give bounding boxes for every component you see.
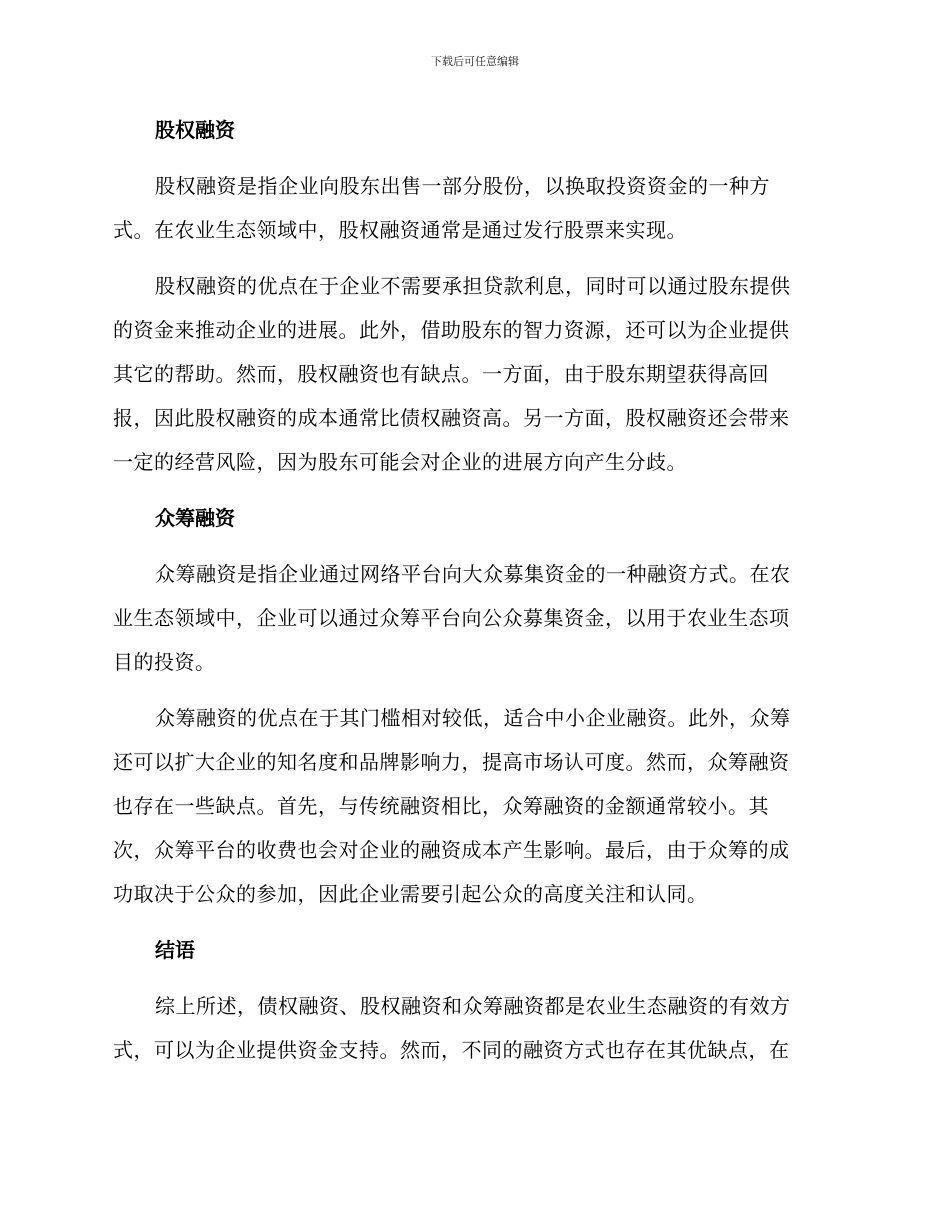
text-line: 次，众筹平台的收费也会对企业的融资成本产生影响。最后，由于众筹的成 [113,838,790,862]
text-line: 众筹融资是指企业通过网络平台向大众募集资金的一种融资方式。在农 [155,562,791,586]
section-heading: 众筹融资 [155,506,235,530]
text-line: 股权融资的优点在于企业不需要承担贷款利息，同时可以通过股东提供 [155,274,791,298]
section-heading: 结语 [155,938,195,962]
paragraph [113,984,833,1072]
text-line: 的资金来推动企业的进展。此外，借助股东的智力资源，还可以为企业提供 [113,318,790,342]
text-line: 一定的经营风险，因为股东可能会对企业的进展方向产生分歧。 [113,450,687,474]
text-line: 还可以扩大企业的知名度和品牌影响力，提高市场认可度。然而，众筹融资 [113,750,790,774]
text-line: 目的投资。 [113,650,216,674]
page-header: 下载后可任意编辑 [431,55,519,68]
paragraph [113,164,833,252]
text-line: 业生态领域中，企业可以通过众筹平台向公众募集资金，以用于农业生态项 [113,606,790,630]
paragraph [113,696,833,916]
text-line: 其它的帮助。然而，股权融资也有缺点。一方面，由于股东期望获得高回 [113,362,769,386]
text-line: 式。在农业生态领域中，股权融资通常是通过发行股票来实现。 [113,218,687,242]
section-heading: 股权融资 [155,118,235,142]
text-line: 报，因此股权融资的成本通常比债权融资高。另一方面，股权融资还会带来 [113,406,790,430]
text-line: 式，可以为企业提供资金支持。然而，不同的融资方式也存在其优缺点，在 [113,1038,790,1062]
paragraph [113,552,833,684]
text-line: 众筹融资的优点在于其门槛相对较低，适合中小企业融资。此外，众筹 [155,706,791,730]
text-line: 股权融资是指企业向股东出售一部分股份，以换取投资资金的一种方 [155,174,770,198]
text-line: 功取决于公众的参加，因此企业需要引起公众的高度关注和认同。 [113,882,708,906]
document-body [113,108,833,1072]
text-line: 综上所述，债权融资、股权融资和众筹融资都是农业生态融资的有效方 [155,994,791,1018]
paragraph [113,264,833,484]
text-line: 也存在一些缺点。首先，与传统融资相比，众筹融资的金额通常较小。其 [113,794,769,818]
